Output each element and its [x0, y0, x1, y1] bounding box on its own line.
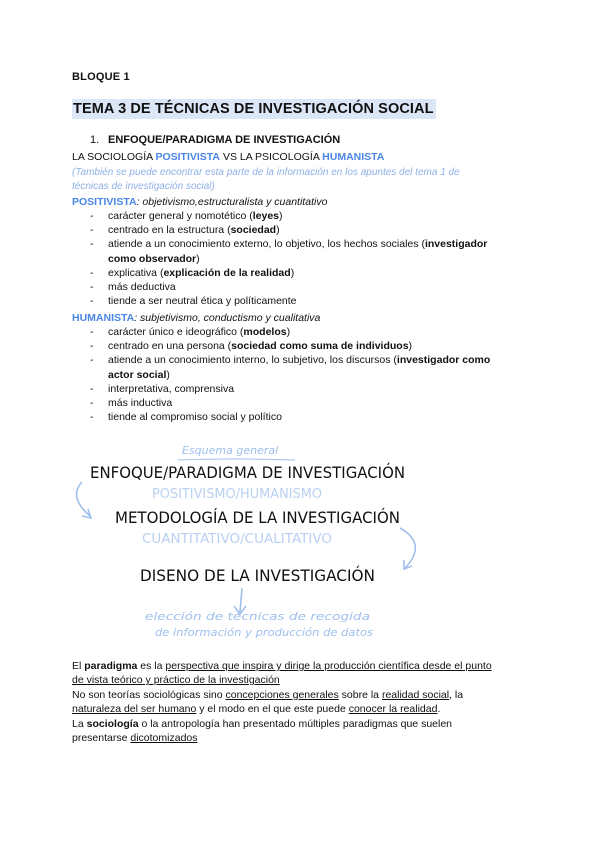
- bullet-dash: -: [90, 210, 94, 222]
- p3-sociologia: sociología: [86, 718, 139, 730]
- p1-paradigma: paradigma: [84, 660, 138, 672]
- p2-c: sobre la: [338, 689, 382, 701]
- schema-line-1: ENFOQUE/PARADIGMA DE INVESTIGACIÓN: [90, 463, 405, 482]
- p3-c: o la antropología han presentado múltiples paradigmas que suelen: [138, 718, 453, 730]
- positivista-heading: [72, 195, 327, 209]
- item-text-end: ): [196, 252, 200, 265]
- item-text: explicativa (: [108, 266, 164, 279]
- item-bold: investigador como: [396, 354, 491, 367]
- section-number: 1.: [90, 134, 100, 146]
- p2-concepciones: concepciones generales: [225, 689, 339, 701]
- list-item: [90, 237, 530, 251]
- item-text: atiende a un conocimiento interno, lo subjetivo, los discursos (: [108, 354, 397, 367]
- schema-line-2: POSITIVISMO/HUMANISMO: [152, 487, 322, 502]
- list-item: [90, 382, 530, 396]
- schema-line-6: elección de técnicas de recogida: [145, 610, 371, 623]
- paragraph-concepciones: [72, 688, 542, 716]
- positivista-desc: : objetivismo,estructuralista y cuantitativo: [136, 196, 328, 208]
- list-item: [90, 410, 530, 424]
- item-text-end: ): [166, 368, 170, 381]
- list-item: [90, 396, 530, 410]
- humanista-desc: : subjetivismo, conductismo y cualitativa: [134, 312, 321, 324]
- p1-c: es la: [137, 660, 166, 672]
- schema-line-5: DISENO DE LA INVESTIGACIÓN: [140, 566, 375, 585]
- item-text: interpretativa, comprensiva: [108, 382, 235, 395]
- topic-title: TEMA 3 DE TÉCNICAS DE INVESTIGACIÓN SOCIAL: [73, 101, 434, 117]
- bullet-dash: -: [90, 326, 94, 338]
- block-label: BLOQUE 1: [72, 71, 130, 83]
- paragraph-paradigma: [72, 659, 542, 687]
- p2-realidad-social: realidad social: [381, 689, 450, 701]
- schema-underline: [178, 459, 295, 460]
- item-bold: explicación de la realidad: [163, 266, 291, 279]
- item-text: atiende a un conocimiento externo, lo objetivo, los hechos sociales (: [108, 238, 425, 251]
- item-text: más inductiva: [108, 397, 173, 410]
- schema-header: Esquema general: [182, 444, 279, 457]
- item-text: centrado en la estructura (: [108, 224, 231, 237]
- bullet-dash: -: [90, 295, 94, 308]
- p2-a: No son teorías sociológicas sino: [72, 689, 226, 701]
- item-bold: actor social: [108, 368, 167, 381]
- list-item: [90, 294, 530, 308]
- humanista-list: [90, 325, 530, 424]
- bullet-dash: -: [90, 382, 94, 395]
- item-text: centrado en una persona (: [108, 340, 232, 353]
- down-arrow-icon: [240, 588, 242, 612]
- list-item: [90, 223, 530, 237]
- item-text-end: ): [290, 266, 295, 279]
- bullet-dash: -: [90, 340, 94, 353]
- bullet-dash: -: [90, 411, 94, 424]
- item-text-end: ): [286, 326, 291, 338]
- p2-conocer: conocer la realidad: [348, 703, 438, 716]
- bullet-dash: -: [90, 354, 94, 367]
- humanista-heading: [72, 311, 320, 325]
- bullet-dash: -: [90, 397, 94, 410]
- item-bold: sociedad como suma de individuos: [231, 340, 409, 353]
- subtitle-positivista: POSITIVISTA: [155, 151, 221, 163]
- item-text: tiende al compromiso social y político: [108, 411, 282, 424]
- p3-d: presentarse: [72, 732, 131, 745]
- list-item: [90, 325, 530, 339]
- bullet-dash: -: [90, 224, 94, 237]
- list-item: [90, 280, 530, 294]
- positivista-list: [90, 209, 530, 308]
- bullet-dash: -: [90, 238, 94, 251]
- section-title: ENFOQUE/PARADIGMA DE INVESTIGACIÓN: [108, 134, 341, 146]
- p1-vista: de vista teórico y práctico de la investigación: [72, 674, 280, 687]
- list-item: [90, 368, 530, 382]
- p1-perspectiva: perspectiva que inspira y dirige la producción científica desde el punto: [165, 660, 492, 672]
- right-arrow-icon: [400, 528, 415, 568]
- p2-e: , la: [449, 689, 464, 701]
- item-text-end: ): [408, 340, 413, 353]
- comparison-subtitle: [72, 150, 384, 164]
- item-bold: como observador: [108, 252, 197, 265]
- p2-g: y el modo en el que este puede: [196, 703, 349, 716]
- list-item: [90, 353, 530, 367]
- note-line-1: (También se puede encontrar esta parte de la información en los apuntes del tema 1 de: [72, 167, 460, 178]
- humanista-label: HUMANISTA: [72, 312, 135, 324]
- bullet-dash: -: [90, 266, 94, 279]
- p2-i: .: [437, 703, 441, 716]
- schema-line-3: METODOLOGÍA DE LA INVESTIGACIÓN: [115, 508, 400, 527]
- schema-line-4: CUANTITATIVO/CUALITATIVO: [142, 532, 332, 547]
- list-item: [90, 266, 530, 280]
- section-heading: [90, 134, 340, 146]
- item-text: más deductiva: [108, 281, 176, 294]
- list-item: [90, 252, 530, 266]
- bullet-dash: -: [90, 281, 94, 294]
- item-text: carácter único e ideográfico (: [108, 326, 244, 338]
- item-text-end: ): [276, 224, 280, 237]
- item-text: carácter general y nomotético (: [108, 210, 253, 222]
- schema-diagram: [60, 432, 500, 647]
- list-item: [90, 339, 530, 353]
- item-bold: sociedad: [230, 224, 277, 237]
- subtitle-humanista: HUMANISTA: [322, 151, 385, 163]
- item-text-end: ): [279, 210, 283, 222]
- item-text: tiende a ser neutral ética y políticamente: [108, 295, 297, 308]
- note-line-2: técnicas de investigación social): [72, 181, 215, 192]
- p2-naturaleza: naturaleza del ser humano: [72, 703, 197, 716]
- subtitle-text-a: LA SOCIOLOGÍA: [72, 151, 156, 163]
- schema-line-7: de información y producción de datos: [155, 626, 374, 639]
- paragraph-sociologia: [72, 717, 542, 745]
- p3-a: La: [72, 718, 87, 730]
- item-bold: investigador: [424, 238, 488, 251]
- subtitle-text-c: VS LA PSICOLOGÍA: [220, 151, 323, 163]
- positivista-label: POSITIVISTA: [72, 196, 137, 208]
- p1-a: El: [72, 660, 85, 672]
- item-bold: modelos: [243, 326, 287, 338]
- p3-dicotomizados: dicotomizados: [130, 732, 198, 745]
- list-item: [90, 209, 530, 223]
- item-bold: leyes: [252, 210, 280, 222]
